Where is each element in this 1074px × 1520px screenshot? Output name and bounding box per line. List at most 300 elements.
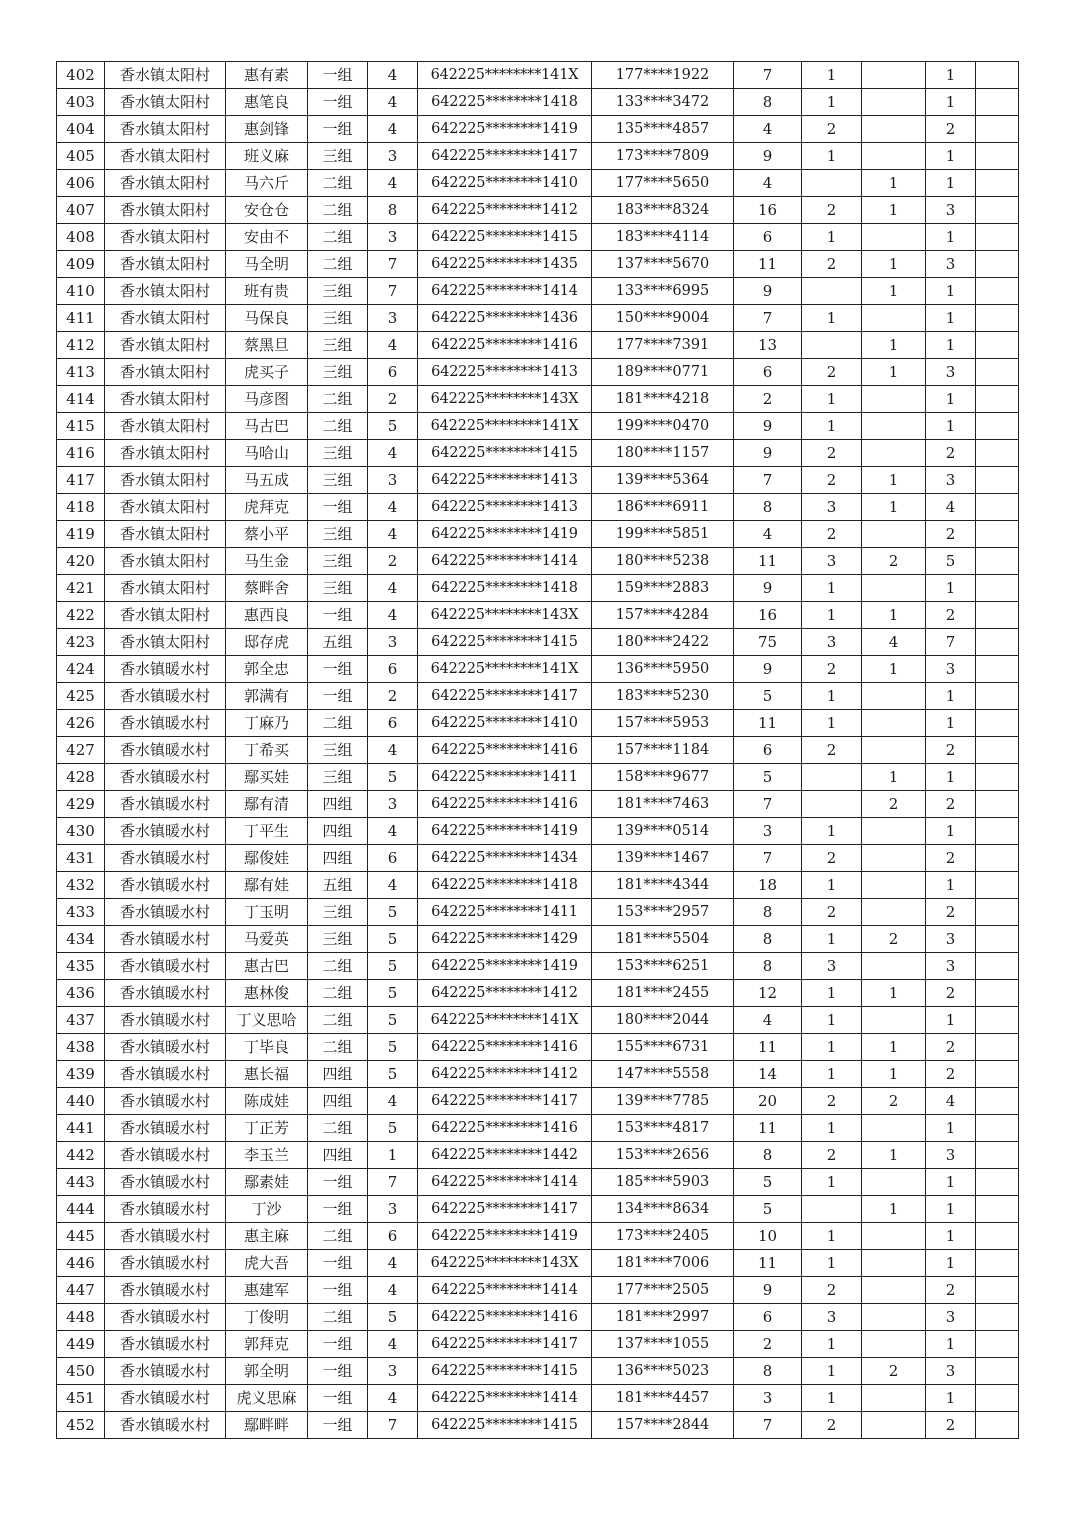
- phone-cell: 135****4857: [592, 116, 734, 143]
- total-cell: 3: [926, 953, 976, 980]
- phone-cell: 153****6251: [592, 953, 734, 980]
- count-a-cell: 9: [734, 575, 802, 602]
- household-table: [56, 61, 1019, 1439]
- row-number: 414: [57, 386, 105, 413]
- name-cell: 马爱英: [226, 926, 308, 953]
- id-number-cell: 642225********1415: [418, 1412, 592, 1439]
- phone-cell: 177****1922: [592, 62, 734, 89]
- row-number: 449: [57, 1331, 105, 1358]
- name-cell: 蔡畔舍: [226, 575, 308, 602]
- village-cell: 香水镇暖水村: [105, 1412, 226, 1439]
- name-cell: 马保良: [226, 305, 308, 332]
- count-a-cell: 5: [734, 764, 802, 791]
- id-number-cell: 642225********141X: [418, 413, 592, 440]
- count-a-cell: 9: [734, 1277, 802, 1304]
- household-size-cell: 5: [368, 980, 418, 1007]
- count-c-cell: [862, 386, 926, 413]
- remark-cell: [976, 629, 1019, 656]
- count-b-cell: 3: [802, 494, 862, 521]
- row-number: 423: [57, 629, 105, 656]
- household-size-cell: 4: [368, 440, 418, 467]
- village-cell: 香水镇暖水村: [105, 683, 226, 710]
- table-row: [57, 629, 1019, 656]
- id-number-cell: 642225********1436: [418, 305, 592, 332]
- phone-cell: 157****5953: [592, 710, 734, 737]
- phone-cell: 155****6731: [592, 1034, 734, 1061]
- count-b-cell: 2: [802, 737, 862, 764]
- count-a-cell: 11: [734, 710, 802, 737]
- name-cell: 虎义思麻: [226, 1385, 308, 1412]
- household-size-cell: 4: [368, 737, 418, 764]
- table-row: [57, 1061, 1019, 1088]
- count-b-cell: 3: [802, 953, 862, 980]
- count-b-cell: [802, 170, 862, 197]
- row-number: 408: [57, 224, 105, 251]
- group-cell: 一组: [308, 656, 368, 683]
- count-c-cell: [862, 1304, 926, 1331]
- household-size-cell: 5: [368, 764, 418, 791]
- id-number-cell: 642225********1416: [418, 791, 592, 818]
- row-number: 406: [57, 170, 105, 197]
- row-number: 428: [57, 764, 105, 791]
- name-cell: 丁正芳: [226, 1115, 308, 1142]
- remark-cell: [976, 1412, 1019, 1439]
- name-cell: 马哈山: [226, 440, 308, 467]
- count-b-cell: 2: [802, 1142, 862, 1169]
- table-row: [57, 1304, 1019, 1331]
- count-c-cell: 1: [862, 1142, 926, 1169]
- remark-cell: [976, 575, 1019, 602]
- household-size-cell: 4: [368, 170, 418, 197]
- id-number-cell: 642225********1414: [418, 1277, 592, 1304]
- phone-cell: 136****5950: [592, 656, 734, 683]
- row-number: 440: [57, 1088, 105, 1115]
- phone-cell: 150****9004: [592, 305, 734, 332]
- phone-cell: 181****7006: [592, 1250, 734, 1277]
- name-cell: 丁平生: [226, 818, 308, 845]
- id-number-cell: 642225********141X: [418, 62, 592, 89]
- phone-cell: 180****2044: [592, 1007, 734, 1034]
- phone-cell: 173****2405: [592, 1223, 734, 1250]
- count-a-cell: 3: [734, 1385, 802, 1412]
- row-number: 427: [57, 737, 105, 764]
- count-b-cell: 2: [802, 1277, 862, 1304]
- total-cell: 2: [926, 602, 976, 629]
- total-cell: 3: [926, 926, 976, 953]
- remark-cell: [976, 143, 1019, 170]
- count-a-cell: 7: [734, 1412, 802, 1439]
- id-number-cell: 642225********1435: [418, 251, 592, 278]
- count-a-cell: 8: [734, 89, 802, 116]
- group-cell: 三组: [308, 467, 368, 494]
- row-number: 412: [57, 332, 105, 359]
- name-cell: 虎拜克: [226, 494, 308, 521]
- group-cell: 一组: [308, 89, 368, 116]
- count-b-cell: 2: [802, 467, 862, 494]
- total-cell: 1: [926, 1169, 976, 1196]
- village-cell: 香水镇暖水村: [105, 818, 226, 845]
- group-cell: 三组: [308, 926, 368, 953]
- count-a-cell: 6: [734, 359, 802, 386]
- household-size-cell: 1: [368, 1142, 418, 1169]
- table-row: [57, 1385, 1019, 1412]
- village-cell: 香水镇太阳村: [105, 548, 226, 575]
- household-size-cell: 7: [368, 278, 418, 305]
- count-c-cell: [862, 116, 926, 143]
- phone-cell: 181****2997: [592, 1304, 734, 1331]
- remark-cell: [976, 305, 1019, 332]
- count-c-cell: 1: [862, 656, 926, 683]
- village-cell: 香水镇暖水村: [105, 1277, 226, 1304]
- count-c-cell: [862, 818, 926, 845]
- remark-cell: [976, 872, 1019, 899]
- id-number-cell: 642225********1419: [418, 953, 592, 980]
- name-cell: 丁俊明: [226, 1304, 308, 1331]
- name-cell: 陈成娃: [226, 1088, 308, 1115]
- household-size-cell: 5: [368, 1034, 418, 1061]
- row-number: 405: [57, 143, 105, 170]
- phone-cell: 186****6911: [592, 494, 734, 521]
- village-cell: 香水镇太阳村: [105, 251, 226, 278]
- count-a-cell: 11: [734, 251, 802, 278]
- id-number-cell: 642225********1414: [418, 548, 592, 575]
- phone-cell: 157****4284: [592, 602, 734, 629]
- count-c-cell: [862, 872, 926, 899]
- remark-cell: [976, 818, 1019, 845]
- village-cell: 香水镇太阳村: [105, 467, 226, 494]
- table-row: [57, 224, 1019, 251]
- table-row: [57, 980, 1019, 1007]
- name-cell: 丁麻乃: [226, 710, 308, 737]
- table-row: [57, 1034, 1019, 1061]
- remark-cell: [976, 1142, 1019, 1169]
- id-number-cell: 642225********1417: [418, 143, 592, 170]
- total-cell: 3: [926, 1304, 976, 1331]
- group-cell: 三组: [308, 359, 368, 386]
- phone-cell: 139****1467: [592, 845, 734, 872]
- household-size-cell: 5: [368, 413, 418, 440]
- remark-cell: [976, 332, 1019, 359]
- group-cell: 一组: [308, 602, 368, 629]
- total-cell: 1: [926, 1007, 976, 1034]
- count-b-cell: 2: [802, 521, 862, 548]
- remark-cell: [976, 89, 1019, 116]
- id-number-cell: 642225********1411: [418, 764, 592, 791]
- row-number: 433: [57, 899, 105, 926]
- count-b-cell: 1: [802, 1358, 862, 1385]
- row-number: 451: [57, 1385, 105, 1412]
- count-b-cell: 1: [802, 89, 862, 116]
- phone-cell: 189****0771: [592, 359, 734, 386]
- remark-cell: [976, 170, 1019, 197]
- phone-cell: 173****7809: [592, 143, 734, 170]
- group-cell: 一组: [308, 1196, 368, 1223]
- village-cell: 香水镇暖水村: [105, 656, 226, 683]
- row-number: 443: [57, 1169, 105, 1196]
- remark-cell: [976, 440, 1019, 467]
- count-b-cell: 1: [802, 1115, 862, 1142]
- remark-cell: [976, 1385, 1019, 1412]
- remark-cell: [976, 197, 1019, 224]
- count-b-cell: 2: [802, 197, 862, 224]
- phone-cell: 181****4344: [592, 872, 734, 899]
- remark-cell: [976, 683, 1019, 710]
- row-number: 447: [57, 1277, 105, 1304]
- id-number-cell: 642225********143X: [418, 386, 592, 413]
- table-row: [57, 197, 1019, 224]
- table-row: [57, 359, 1019, 386]
- id-number-cell: 642225********1419: [418, 116, 592, 143]
- group-cell: 二组: [308, 710, 368, 737]
- id-number-cell: 642225********1442: [418, 1142, 592, 1169]
- table-row: [57, 278, 1019, 305]
- phone-cell: 183****4114: [592, 224, 734, 251]
- household-size-cell: 4: [368, 872, 418, 899]
- count-c-cell: [862, 1115, 926, 1142]
- total-cell: 1: [926, 386, 976, 413]
- count-c-cell: [862, 413, 926, 440]
- household-size-cell: 8: [368, 197, 418, 224]
- count-a-cell: 5: [734, 1196, 802, 1223]
- id-number-cell: 642225********1418: [418, 575, 592, 602]
- total-cell: 2: [926, 440, 976, 467]
- phone-cell: 181****7463: [592, 791, 734, 818]
- village-cell: 香水镇太阳村: [105, 629, 226, 656]
- total-cell: 2: [926, 845, 976, 872]
- group-cell: 五组: [308, 872, 368, 899]
- village-cell: 香水镇暖水村: [105, 737, 226, 764]
- name-cell: 郭满有: [226, 683, 308, 710]
- remark-cell: [976, 521, 1019, 548]
- name-cell: 惠剑锋: [226, 116, 308, 143]
- row-number: 435: [57, 953, 105, 980]
- id-number-cell: 642225********1412: [418, 1061, 592, 1088]
- row-number: 426: [57, 710, 105, 737]
- household-size-cell: 4: [368, 89, 418, 116]
- phone-cell: 159****2883: [592, 575, 734, 602]
- remark-cell: [976, 791, 1019, 818]
- household-size-cell: 4: [368, 575, 418, 602]
- household-size-cell: 3: [368, 224, 418, 251]
- row-number: 402: [57, 62, 105, 89]
- household-size-cell: 5: [368, 1007, 418, 1034]
- table-row: [57, 89, 1019, 116]
- count-b-cell: 1: [802, 818, 862, 845]
- name-cell: 丁玉明: [226, 899, 308, 926]
- count-a-cell: 18: [734, 872, 802, 899]
- name-cell: 惠有素: [226, 62, 308, 89]
- group-cell: 二组: [308, 413, 368, 440]
- count-b-cell: 1: [802, 1250, 862, 1277]
- count-a-cell: 14: [734, 1061, 802, 1088]
- total-cell: 1: [926, 1115, 976, 1142]
- name-cell: 班义麻: [226, 143, 308, 170]
- phone-cell: 180****1157: [592, 440, 734, 467]
- count-a-cell: 11: [734, 548, 802, 575]
- household-size-cell: 4: [368, 1088, 418, 1115]
- household-size-cell: 2: [368, 386, 418, 413]
- household-size-cell: 4: [368, 1277, 418, 1304]
- count-a-cell: 2: [734, 1331, 802, 1358]
- table-row: [57, 1007, 1019, 1034]
- group-cell: 二组: [308, 170, 368, 197]
- count-b-cell: 1: [802, 1169, 862, 1196]
- group-cell: 三组: [308, 332, 368, 359]
- total-cell: 3: [926, 656, 976, 683]
- village-cell: 香水镇太阳村: [105, 413, 226, 440]
- phone-cell: 180****5238: [592, 548, 734, 575]
- name-cell: 郭全明: [226, 1358, 308, 1385]
- table-row: [57, 683, 1019, 710]
- id-number-cell: 642225********1412: [418, 980, 592, 1007]
- count-c-cell: [862, 845, 926, 872]
- remark-cell: [976, 116, 1019, 143]
- village-cell: 香水镇太阳村: [105, 494, 226, 521]
- name-cell: 邸存虎: [226, 629, 308, 656]
- name-cell: 鄢素娃: [226, 1169, 308, 1196]
- count-b-cell: 1: [802, 1007, 862, 1034]
- total-cell: 1: [926, 1223, 976, 1250]
- total-cell: 3: [926, 1358, 976, 1385]
- row-number: 450: [57, 1358, 105, 1385]
- name-cell: 惠西良: [226, 602, 308, 629]
- name-cell: 马全明: [226, 251, 308, 278]
- count-b-cell: 1: [802, 683, 862, 710]
- count-b-cell: 1: [802, 413, 862, 440]
- row-number: 431: [57, 845, 105, 872]
- total-cell: 3: [926, 251, 976, 278]
- count-b-cell: 1: [802, 1061, 862, 1088]
- phone-cell: 157****1184: [592, 737, 734, 764]
- village-cell: 香水镇暖水村: [105, 953, 226, 980]
- name-cell: 班有贵: [226, 278, 308, 305]
- count-c-cell: 1: [862, 467, 926, 494]
- table-row: [57, 1088, 1019, 1115]
- total-cell: 1: [926, 332, 976, 359]
- count-a-cell: 9: [734, 413, 802, 440]
- total-cell: 5: [926, 548, 976, 575]
- count-b-cell: 2: [802, 251, 862, 278]
- group-cell: 三组: [308, 899, 368, 926]
- remark-cell: [976, 602, 1019, 629]
- count-b-cell: 2: [802, 899, 862, 926]
- household-size-cell: 6: [368, 656, 418, 683]
- remark-cell: [976, 710, 1019, 737]
- total-cell: 4: [926, 494, 976, 521]
- group-cell: 一组: [308, 1358, 368, 1385]
- count-c-cell: [862, 89, 926, 116]
- row-number: 404: [57, 116, 105, 143]
- table-row: [57, 1169, 1019, 1196]
- count-a-cell: 3: [734, 818, 802, 845]
- village-cell: 香水镇暖水村: [105, 791, 226, 818]
- remark-cell: [976, 1250, 1019, 1277]
- group-cell: 二组: [308, 251, 368, 278]
- household-size-cell: 4: [368, 494, 418, 521]
- count-b-cell: 1: [802, 1331, 862, 1358]
- remark-cell: [976, 548, 1019, 575]
- total-cell: 1: [926, 683, 976, 710]
- count-b-cell: 1: [802, 575, 862, 602]
- name-cell: 马五成: [226, 467, 308, 494]
- id-number-cell: 642225********1417: [418, 683, 592, 710]
- phone-cell: 139****5364: [592, 467, 734, 494]
- group-cell: 一组: [308, 1331, 368, 1358]
- name-cell: 丁沙: [226, 1196, 308, 1223]
- name-cell: 马六斤: [226, 170, 308, 197]
- row-number: 411: [57, 305, 105, 332]
- count-a-cell: 16: [734, 197, 802, 224]
- name-cell: 鄢俊娃: [226, 845, 308, 872]
- row-number: 413: [57, 359, 105, 386]
- count-c-cell: 1: [862, 1196, 926, 1223]
- total-cell: 1: [926, 278, 976, 305]
- count-c-cell: 1: [862, 980, 926, 1007]
- count-a-cell: 4: [734, 1007, 802, 1034]
- count-c-cell: 1: [862, 602, 926, 629]
- village-cell: 香水镇暖水村: [105, 845, 226, 872]
- table-row: [57, 1142, 1019, 1169]
- remark-cell: [976, 899, 1019, 926]
- count-c-cell: 1: [862, 359, 926, 386]
- name-cell: 惠古巴: [226, 953, 308, 980]
- total-cell: 3: [926, 467, 976, 494]
- remark-cell: [976, 656, 1019, 683]
- phone-cell: 181****2455: [592, 980, 734, 1007]
- row-number: 419: [57, 521, 105, 548]
- count-c-cell: [862, 737, 926, 764]
- count-c-cell: 1: [862, 278, 926, 305]
- count-c-cell: 1: [862, 170, 926, 197]
- row-number: 410: [57, 278, 105, 305]
- id-number-cell: 642225********1413: [418, 467, 592, 494]
- id-number-cell: 642225********1434: [418, 845, 592, 872]
- remark-cell: [976, 1331, 1019, 1358]
- table-row: [57, 926, 1019, 953]
- group-cell: 一组: [308, 1277, 368, 1304]
- remark-cell: [976, 62, 1019, 89]
- phone-cell: 136****5023: [592, 1358, 734, 1385]
- id-number-cell: 642225********143X: [418, 1250, 592, 1277]
- count-b-cell: 3: [802, 629, 862, 656]
- count-c-cell: 1: [862, 494, 926, 521]
- remark-cell: [976, 845, 1019, 872]
- id-number-cell: 642225********1419: [418, 1223, 592, 1250]
- row-number: 420: [57, 548, 105, 575]
- group-cell: 二组: [308, 197, 368, 224]
- household-size-cell: 4: [368, 521, 418, 548]
- household-size-cell: 5: [368, 899, 418, 926]
- id-number-cell: 642225********1418: [418, 872, 592, 899]
- count-a-cell: 6: [734, 224, 802, 251]
- remark-cell: [976, 251, 1019, 278]
- count-a-cell: 8: [734, 1358, 802, 1385]
- id-number-cell: 642225********1411: [418, 899, 592, 926]
- phone-cell: 181****4457: [592, 1385, 734, 1412]
- group-cell: 二组: [308, 1007, 368, 1034]
- row-number: 438: [57, 1034, 105, 1061]
- id-number-cell: 642225********1416: [418, 737, 592, 764]
- phone-cell: 199****0470: [592, 413, 734, 440]
- id-number-cell: 642225********1415: [418, 629, 592, 656]
- household-size-cell: 4: [368, 818, 418, 845]
- phone-cell: 199****5851: [592, 521, 734, 548]
- row-number: 407: [57, 197, 105, 224]
- count-c-cell: 1: [862, 1061, 926, 1088]
- row-number: 424: [57, 656, 105, 683]
- remark-cell: [976, 953, 1019, 980]
- total-cell: 2: [926, 116, 976, 143]
